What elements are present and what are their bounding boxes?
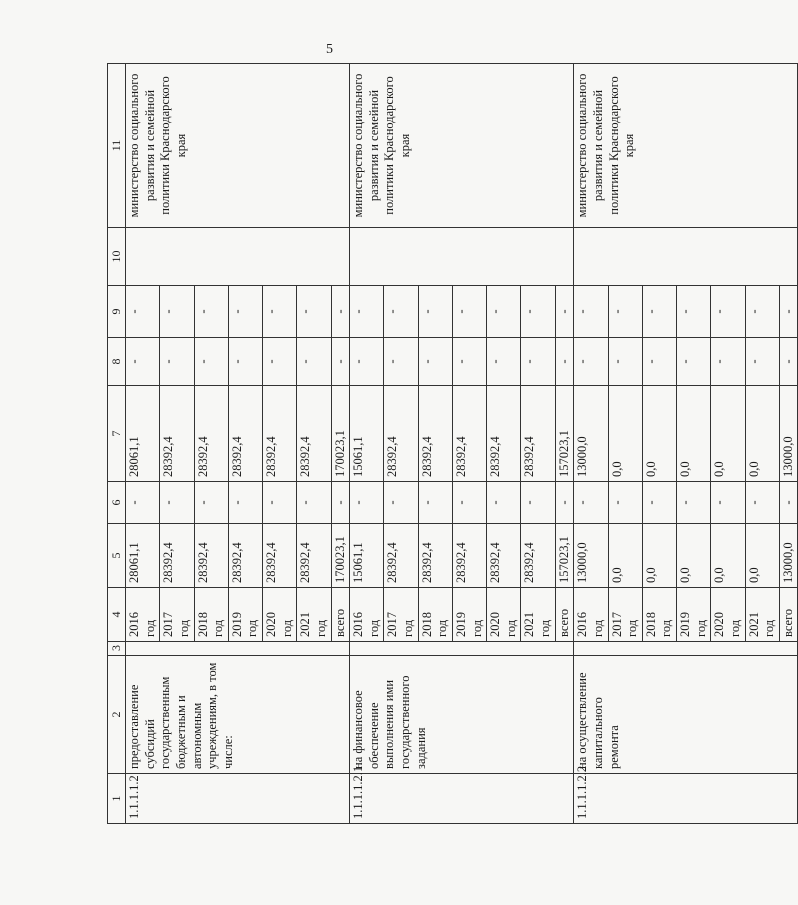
federal-budget-cell: - xyxy=(779,482,798,524)
col-header: 2 xyxy=(108,656,126,774)
extrabudget-cell: - xyxy=(745,286,779,338)
federal-budget-cell: - xyxy=(745,482,779,524)
local-budget-cell: - xyxy=(126,338,160,386)
regional-budget-cell: 28392,4 xyxy=(297,386,331,482)
year-cell: 2017 год xyxy=(160,588,194,642)
executor-cell: министерство социального развития и семейной политики Краснодарского края xyxy=(350,64,574,228)
extrabudget-cell: - xyxy=(418,286,452,338)
total-amount-cell: 28392,4 xyxy=(297,524,331,588)
year-cell: 2021 год xyxy=(745,588,779,642)
activity-name: на осуществление капитального ремонта xyxy=(574,656,798,774)
table-row xyxy=(126,64,160,824)
total-amount-cell: 28061,1 xyxy=(126,524,160,588)
regional-budget-cell: 13000,0 xyxy=(574,386,608,482)
col-header: 3 xyxy=(108,642,126,656)
federal-budget-cell: - xyxy=(194,482,228,524)
extrabudget-cell: - xyxy=(608,286,642,338)
federal-budget-cell: - xyxy=(677,482,711,524)
total-amount-cell: 13000,0 xyxy=(574,524,608,588)
table-row xyxy=(350,64,384,824)
federal-budget-cell: - xyxy=(711,482,745,524)
federal-budget-cell: - xyxy=(418,482,452,524)
local-budget-cell: - xyxy=(574,338,608,386)
col-header: 8 xyxy=(108,338,126,386)
federal-budget-cell: - xyxy=(555,482,574,524)
year-cell: 2017 год xyxy=(384,588,418,642)
regional-budget-cell: 28392,4 xyxy=(521,386,555,482)
local-budget-cell: - xyxy=(745,338,779,386)
col-header: 4 xyxy=(108,588,126,642)
local-budget-cell: - xyxy=(711,338,745,386)
federal-budget-cell: - xyxy=(160,482,194,524)
total-amount-cell: 13000,0 xyxy=(779,524,798,588)
year-cell: 2016 год xyxy=(126,588,160,642)
year-cell: 2019 год xyxy=(452,588,486,642)
extrabudget-cell: - xyxy=(126,286,160,338)
year-cell: 2021 год xyxy=(521,588,555,642)
federal-budget-cell: - xyxy=(297,482,331,524)
activity-name: на финансовое обеспечение выполнения ими государственного задания xyxy=(350,656,574,774)
extrabudget-cell: - xyxy=(384,286,418,338)
total-amount-cell: 28392,4 xyxy=(228,524,262,588)
local-budget-cell: - xyxy=(350,338,384,386)
total-amount-cell: 0,0 xyxy=(642,524,676,588)
year-cell: 2019 год xyxy=(228,588,262,642)
local-budget-cell: - xyxy=(194,338,228,386)
col-header: 5 xyxy=(108,524,126,588)
regional-budget-cell: 15061,1 xyxy=(350,386,384,482)
total-amount-cell: 0,0 xyxy=(745,524,779,588)
total-amount-cell: 170023,1 xyxy=(331,524,350,588)
federal-budget-cell: - xyxy=(228,482,262,524)
result-cell xyxy=(126,228,350,286)
regional-budget-cell: 170023,1 xyxy=(331,386,350,482)
local-budget-cell: - xyxy=(297,338,331,386)
program-activities-table xyxy=(107,63,798,824)
total-amount-cell: 15061,1 xyxy=(350,524,384,588)
federal-budget-cell: - xyxy=(574,482,608,524)
empty-cell xyxy=(574,642,798,656)
result-cell xyxy=(574,228,798,286)
year-cell: 2021 год xyxy=(297,588,331,642)
extrabudget-cell: - xyxy=(555,286,574,338)
local-budget-cell: - xyxy=(331,338,350,386)
executor-cell: министерство социального развития и семейной политики Краснодарского края xyxy=(574,64,798,228)
federal-budget-cell: - xyxy=(608,482,642,524)
regional-budget-cell: 28392,4 xyxy=(194,386,228,482)
local-budget-cell: - xyxy=(677,338,711,386)
regional-budget-cell: 28392,4 xyxy=(487,386,521,482)
col-header: 1 xyxy=(108,774,126,824)
year-cell: 2018 год xyxy=(194,588,228,642)
year-cell: 2017 год xyxy=(608,588,642,642)
local-budget-cell: - xyxy=(418,338,452,386)
year-cell: 2020 год xyxy=(711,588,745,642)
local-budget-cell: - xyxy=(608,338,642,386)
result-cell xyxy=(350,228,574,286)
extrabudget-cell: - xyxy=(521,286,555,338)
extrabudget-cell: - xyxy=(350,286,384,338)
total-amount-cell: 0,0 xyxy=(677,524,711,588)
extrabudget-cell: - xyxy=(574,286,608,338)
extrabudget-cell: - xyxy=(642,286,676,338)
executor-cell: министерство социального развития и семейной политики Краснодарского края xyxy=(126,64,350,228)
extrabudget-cell: - xyxy=(677,286,711,338)
regional-budget-cell: 0,0 xyxy=(677,386,711,482)
regional-budget-cell: 0,0 xyxy=(711,386,745,482)
regional-budget-cell: 0,0 xyxy=(745,386,779,482)
total-amount-cell: 28392,4 xyxy=(521,524,555,588)
total-amount-cell: 28392,4 xyxy=(194,524,228,588)
col-header: 7 xyxy=(108,386,126,482)
total-amount-cell: 0,0 xyxy=(711,524,745,588)
year-cell: 2018 год xyxy=(418,588,452,642)
regional-budget-cell: 28392,4 xyxy=(228,386,262,482)
federal-budget-cell: - xyxy=(126,482,160,524)
local-budget-cell: - xyxy=(555,338,574,386)
regional-budget-cell: 157023,1 xyxy=(555,386,574,482)
year-cell: 2016 год xyxy=(350,588,384,642)
total-amount-cell: 28392,4 xyxy=(487,524,521,588)
col-header: 10 xyxy=(108,228,126,286)
extrabudget-cell: - xyxy=(297,286,331,338)
year-cell: 2020 год xyxy=(263,588,297,642)
col-header: 11 xyxy=(108,64,126,228)
federal-budget-cell: - xyxy=(642,482,676,524)
total-amount-cell: 28392,4 xyxy=(160,524,194,588)
year-cell: всего xyxy=(555,588,574,642)
year-cell: всего xyxy=(779,588,798,642)
extrabudget-cell: - xyxy=(452,286,486,338)
extrabudget-cell: - xyxy=(331,286,350,338)
total-amount-cell: 28392,4 xyxy=(384,524,418,588)
regional-budget-cell: 13000,0 xyxy=(779,386,798,482)
local-budget-cell: - xyxy=(452,338,486,386)
local-budget-cell: - xyxy=(642,338,676,386)
empty-cell xyxy=(350,642,574,656)
empty-cell xyxy=(126,642,350,656)
local-budget-cell: - xyxy=(487,338,521,386)
federal-budget-cell: - xyxy=(521,482,555,524)
federal-budget-cell: - xyxy=(487,482,521,524)
local-budget-cell: - xyxy=(228,338,262,386)
header-row xyxy=(108,64,126,824)
year-cell: всего xyxy=(331,588,350,642)
page-number: 5 xyxy=(326,42,333,57)
extrabudget-cell: - xyxy=(194,286,228,338)
local-budget-cell: - xyxy=(263,338,297,386)
total-amount-cell: 28392,4 xyxy=(452,524,486,588)
federal-budget-cell: - xyxy=(263,482,297,524)
year-cell: 2016 год xyxy=(574,588,608,642)
table-body xyxy=(126,64,798,824)
federal-budget-cell: - xyxy=(452,482,486,524)
activity-code: 1.1.1.1.2 xyxy=(126,774,350,824)
regional-budget-cell: 28392,4 xyxy=(384,386,418,482)
year-cell: 2019 год xyxy=(677,588,711,642)
rotated-table-container xyxy=(107,64,795,824)
regional-budget-cell: 28061,1 xyxy=(126,386,160,482)
local-budget-cell: - xyxy=(160,338,194,386)
activity-code: 1.1.1.1.2.2 xyxy=(574,774,798,824)
total-amount-cell: 157023,1 xyxy=(555,524,574,588)
total-amount-cell: 28392,4 xyxy=(418,524,452,588)
regional-budget-cell: 28392,4 xyxy=(418,386,452,482)
regional-budget-cell: 28392,4 xyxy=(452,386,486,482)
local-budget-cell: - xyxy=(521,338,555,386)
activity-name: предоставление субсидий государственным бюджетным и автономным учреждениям, в том числе: xyxy=(126,656,350,774)
total-amount-cell: 28392,4 xyxy=(263,524,297,588)
regional-budget-cell: 0,0 xyxy=(608,386,642,482)
total-amount-cell: 0,0 xyxy=(608,524,642,588)
col-header: 9 xyxy=(108,286,126,338)
regional-budget-cell: 28392,4 xyxy=(263,386,297,482)
local-budget-cell: - xyxy=(384,338,418,386)
extrabudget-cell: - xyxy=(228,286,262,338)
col-header: 6 xyxy=(108,482,126,524)
year-cell: 2018 год xyxy=(642,588,676,642)
extrabudget-cell: - xyxy=(779,286,798,338)
local-budget-cell: - xyxy=(779,338,798,386)
extrabudget-cell: - xyxy=(160,286,194,338)
federal-budget-cell: - xyxy=(331,482,350,524)
federal-budget-cell: - xyxy=(384,482,418,524)
extrabudget-cell: - xyxy=(487,286,521,338)
regional-budget-cell: 0,0 xyxy=(642,386,676,482)
extrabudget-cell: - xyxy=(263,286,297,338)
federal-budget-cell: - xyxy=(350,482,384,524)
regional-budget-cell: 28392,4 xyxy=(160,386,194,482)
extrabudget-cell: - xyxy=(711,286,745,338)
activity-code: 1.1.1.1.2.1 xyxy=(350,774,574,824)
year-cell: 2020 год xyxy=(487,588,521,642)
table-row xyxy=(574,64,608,824)
